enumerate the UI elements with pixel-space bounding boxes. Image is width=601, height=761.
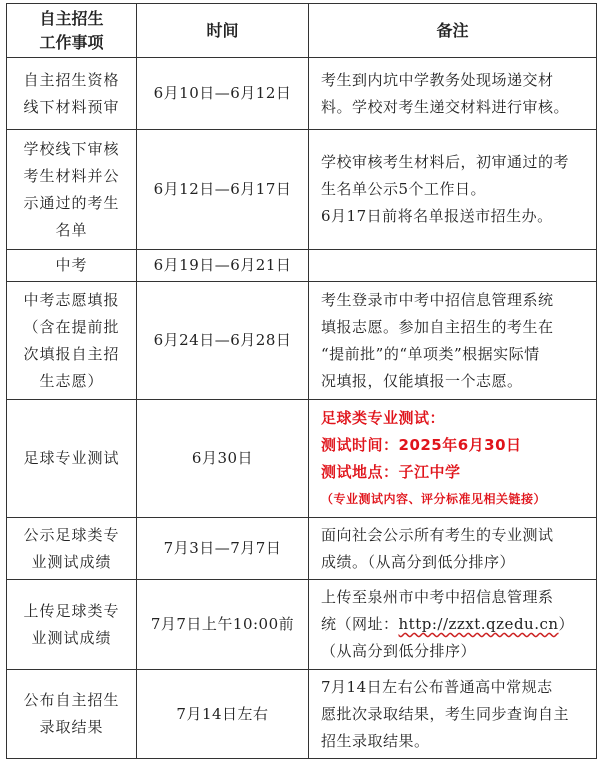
note-line: 6月17日前将名单报送市招生办。 — [321, 207, 553, 225]
note-line: 7月14日左右公布普通高中常规志 — [321, 677, 553, 696]
row-time: 6月12日—6月17日 — [137, 130, 309, 250]
row-note — [309, 130, 597, 250]
note-link-hint[interactable]: （专业测试内容、评分标准见相关链接） — [321, 491, 547, 506]
note-line: 况填报，仅能填报一个志愿。 — [321, 371, 523, 390]
row-note — [309, 518, 597, 580]
note-line: 考生到内坑中学教务处现场递交材 — [321, 70, 554, 89]
item-line: 公示足球类专 — [23, 525, 120, 544]
table-row — [7, 670, 597, 759]
row-note — [309, 670, 597, 759]
item-line: 录取结果 — [39, 718, 104, 736]
row-time: 7月7日上午10:00前 — [137, 580, 309, 670]
note-line: 成绩。（从高分到低分排序） — [321, 552, 516, 571]
note-line: 学校审核考生材料后，初审通过的考 — [321, 153, 570, 171]
note-line-red: 测试地点：子江中学 — [321, 462, 461, 481]
item-line: 学校线下审核 — [23, 139, 120, 158]
table-header-row — [7, 4, 597, 58]
row-item — [7, 400, 137, 518]
note-line-red: 测试时间：2025年6月30日 — [321, 435, 522, 454]
item-line: （含在提前批 — [23, 317, 120, 336]
row-note — [309, 282, 597, 400]
row-item — [7, 518, 137, 580]
row-note — [309, 250, 597, 282]
note-line-red: 足球类专业测试： — [321, 408, 446, 427]
item-line: 公布自主招生 — [23, 691, 120, 709]
note-line: 上传至泉州市中考中招信息管理系 — [321, 588, 554, 606]
table-row — [7, 518, 597, 580]
table-row — [7, 282, 597, 400]
item-line: 生志愿） — [39, 371, 104, 390]
note-line-url — [321, 611, 588, 638]
note-line: 填报志愿。参加自主招生的考生在 — [321, 317, 554, 336]
row-item — [7, 580, 137, 670]
row-item — [7, 250, 137, 282]
header-item — [7, 4, 137, 58]
item-line: 名单 — [55, 220, 88, 239]
item-line: 中考志愿填报 — [23, 290, 120, 309]
item-line: 足球专业测试 — [23, 449, 120, 467]
admissions-schedule-table — [6, 3, 597, 759]
system-url-link[interactable]: http://zzxt.qzedu.cn — [398, 615, 559, 633]
row-time: 6月30日 — [137, 400, 309, 518]
row-note — [309, 400, 597, 518]
note-line: 生名单公示5个工作日。 — [321, 180, 487, 198]
header-note: 备注 — [309, 4, 597, 58]
row-item — [7, 58, 137, 130]
note-line: 料。学校对考生递交材料进行审核。 — [321, 97, 570, 116]
row-time: 6月19日—6月21日 — [137, 250, 309, 282]
note-line: “提前批”的“单项类”根据实际情 — [321, 344, 540, 363]
table-row — [7, 580, 597, 670]
table-row — [7, 400, 597, 518]
item-line: 线下材料预审 — [23, 97, 120, 116]
table-row — [7, 250, 597, 282]
row-time: 7月14日左右 — [137, 670, 309, 759]
table-row — [7, 130, 597, 250]
url-suffix: ） — [558, 615, 575, 633]
row-item — [7, 282, 137, 400]
note-line: 考生登录市中考中招信息管理系统 — [321, 290, 554, 309]
header-item-line1: 自主招生 — [39, 8, 104, 28]
header-time: 时间 — [137, 4, 309, 58]
note-line: 招生录取结果。 — [321, 731, 430, 750]
item-line: 示通过的考生 — [23, 193, 120, 212]
item-line: 自主招生资格 — [23, 70, 120, 89]
table-row — [7, 58, 597, 130]
note-line: 愿批次录取结果，考生同步查询自主 — [321, 704, 570, 723]
row-time: 6月24日—6月28日 — [137, 282, 309, 400]
item-line: 次填报自主招 — [23, 344, 120, 363]
row-time: 7月3日—7月7日 — [137, 518, 309, 580]
row-item — [7, 670, 137, 759]
row-item — [7, 130, 137, 250]
note-line: 面向社会公示所有考生的专业测试 — [321, 525, 554, 544]
item-line: 考生材料并公 — [23, 166, 120, 185]
item-line: 上传足球类专 — [23, 601, 120, 620]
item-line: 中考 — [55, 256, 88, 274]
row-note — [309, 58, 597, 130]
item-line: 业测试成绩 — [31, 628, 112, 647]
row-note — [309, 580, 597, 670]
url-label: 统（网址： — [321, 615, 399, 633]
note-line: （从高分到低分排序） — [321, 642, 477, 660]
row-time: 6月10日—6月12日 — [137, 58, 309, 130]
header-item-line2: 工作事项 — [39, 32, 104, 52]
item-line: 业测试成绩 — [31, 552, 112, 571]
